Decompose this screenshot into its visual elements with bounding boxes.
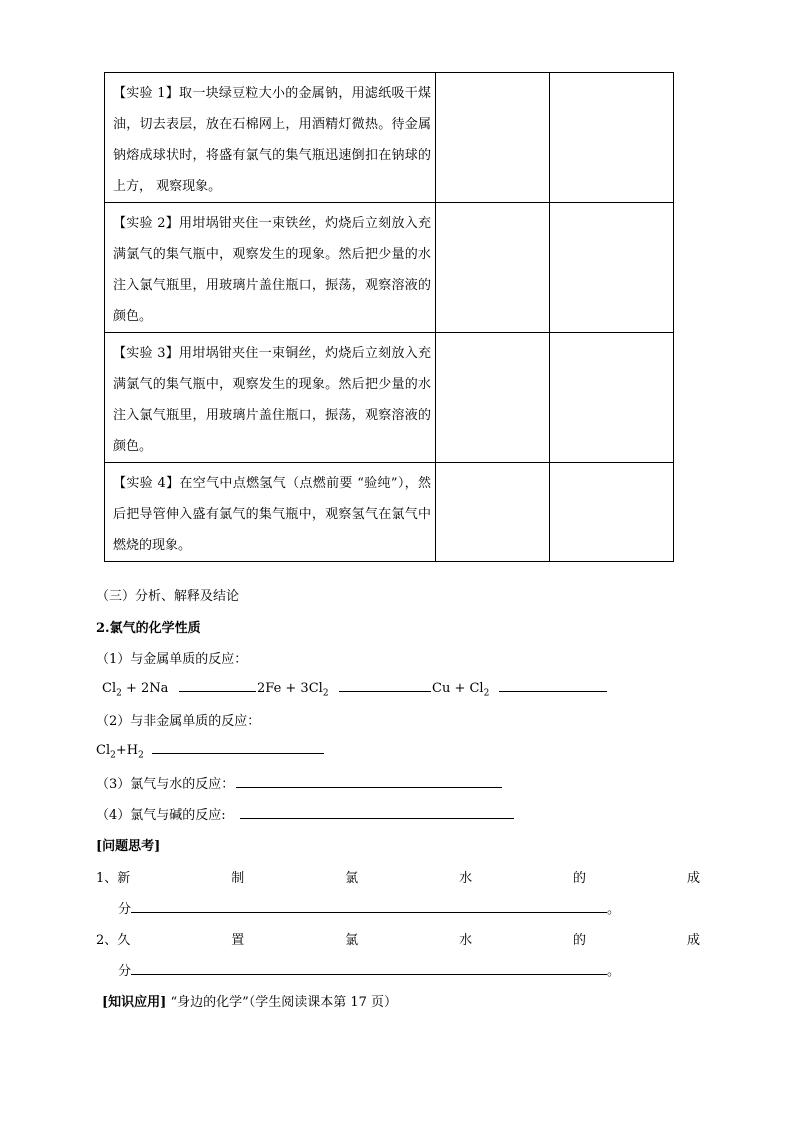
phenomenon-cell[interactable]	[436, 463, 550, 562]
conclusion-cell[interactable]	[550, 73, 674, 203]
answer-blank[interactable]	[240, 806, 514, 819]
answer-blank[interactable]	[152, 741, 324, 754]
answer-blank[interactable]	[131, 900, 607, 913]
knowledge-application: [知识应用] “身边的化学”（学生阅读课本第 17 页）	[102, 995, 398, 1010]
phenomenon-cell[interactable]	[436, 203, 550, 333]
conclusion-cell[interactable]	[550, 463, 674, 562]
experiment-4-cell: 【实验 4】在空气中点燃氢气（点燃前要 “验纯”），然后把导管伸入盛有氯气的集气瓶中，观察氢气在氯气中燃烧的现象。	[105, 463, 436, 562]
answer-blank[interactable]	[499, 679, 607, 692]
think-question-2-answer: 分 。	[118, 964, 621, 979]
experiment-table	[104, 72, 674, 562]
think-question-1: 1、新 制 氯 水 的 成	[96, 871, 700, 886]
table-row	[105, 73, 674, 203]
table-row	[105, 463, 674, 562]
section-analysis-title: （三）分析、解释及结论	[96, 589, 240, 604]
experiment-2-cell: 【实验 2】用坩埚钳夹住一束铁丝，灼烧后立刻放入充满氯气的集气瓶中，观察发生的现象。然后把少量的水注入氯气瓶里，用玻璃片盖住瓶口，振荡，观察溶液的颜色。	[105, 203, 436, 333]
phenomenon-cell[interactable]	[436, 333, 550, 463]
equation-cl2-na: $Cl_2 + 2Na$	[102, 679, 256, 699]
equation-cl2-h2: $Cl_2+H_2$	[96, 741, 324, 761]
think-question-1-answer: 分 。	[118, 902, 621, 917]
question-metal-reaction: （1）与金属单质的反应：	[96, 652, 248, 667]
conclusion-cell[interactable]	[550, 203, 674, 333]
table-row	[105, 333, 674, 463]
think-question-2: 2、久 置 氯 水 的 成	[96, 933, 700, 948]
answer-blank[interactable]	[236, 775, 502, 788]
equation-cu-cl2: $Cu + Cl_2$	[432, 679, 607, 699]
phenomenon-cell[interactable]	[436, 73, 550, 203]
section-chemical-properties-title: 2.氯气的化学性质	[96, 621, 201, 636]
question-base-reaction: （4）氯气与碱的反应:	[96, 804, 514, 823]
answer-blank[interactable]	[339, 679, 431, 692]
equation-fe-cl2: $2Fe + 3Cl_2$	[257, 679, 431, 699]
question-water-reaction: （3）氯气与水的反应：	[96, 773, 502, 792]
answer-blank[interactable]	[179, 679, 256, 692]
thinking-title: [问题思考]	[96, 839, 161, 854]
experiment-3-cell: 【实验 3】用坩埚钳夹住一束铜丝，灼烧后立刻放入充满氯气的集气瓶中，观察发生的现象。然后把少量的水注入氯气瓶里，用玻璃片盖住瓶口，振荡，观察溶液的颜色。	[105, 333, 436, 463]
answer-blank[interactable]	[131, 962, 607, 975]
experiment-1-cell: 【实验 1】取一块绿豆粒大小的金属钠，用滤纸吸干煤油，切去表层，放在石棉网上，用酒精灯微热。待金属钠熔成球状时，将盛有氯气的集气瓶迅速倒扣在钠球的上方， 观察现象。	[105, 73, 436, 203]
table-row	[105, 203, 674, 333]
question-nonmetal-reaction: （2）与非金属单质的反应：	[96, 714, 261, 729]
conclusion-cell[interactable]	[550, 333, 674, 463]
